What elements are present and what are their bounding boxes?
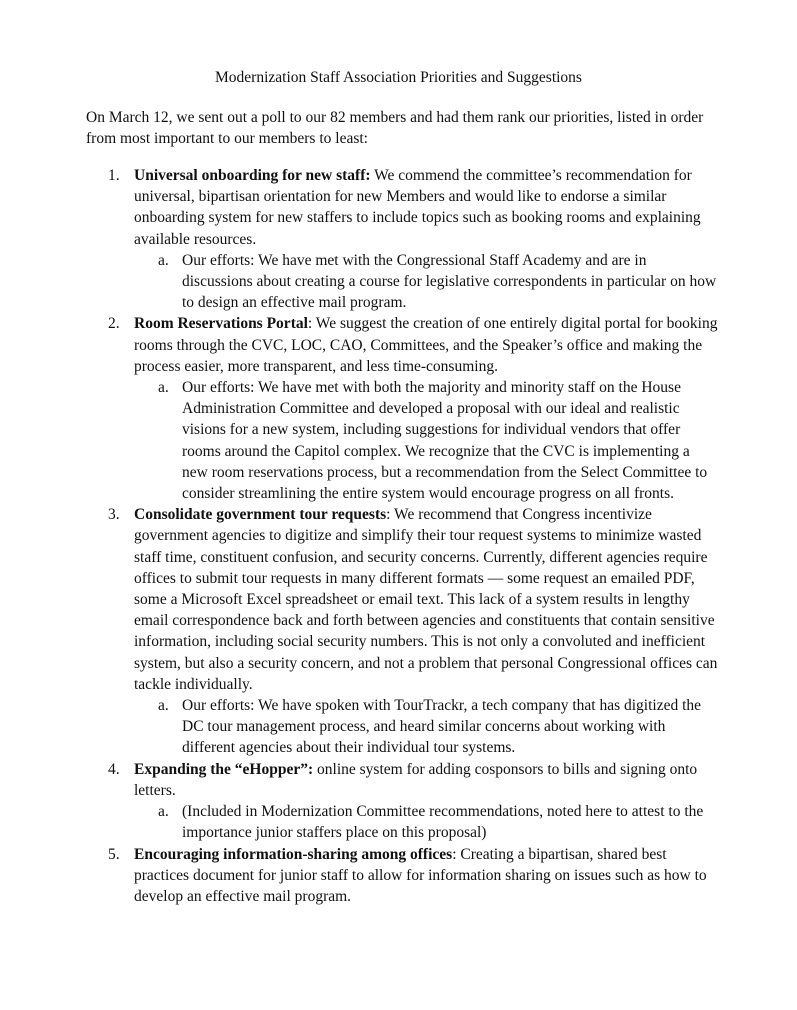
sub-item-text: (Included in Modernization Committee recommendations, noted here to attest to the importance junior staffers place on this proposal) [182, 803, 704, 842]
sub-item-letter: a. [158, 251, 169, 269]
item-heading: Room Reservations Portal [134, 315, 308, 333]
sub-item-text: Our efforts: We have met with the Congressional Staff Academy and are in discussions about creating a course for legislative correspondents in particular on how to design an effective mail program. [182, 251, 717, 312]
list-item [86, 504, 718, 758]
item-text: : We recommend that Congress incentivize government agencies to digitize and simplify their tour request systems to minimize wasted staff time, constituent confusion, and security concerns. Currently, different agencies require offices to submit tour requests in many different formats — some request an emailed PDF, some a Microsoft Excel spreadsheet or email text. This lack of a system results in lengthy email correspondence back and forth between agencies and constituents that contain sensitive information, including social security numbers. This is not only a convoluted and inefficient system, but also a security concern, and not a problem that personal Congressional offices can tackle individually. [134, 506, 718, 693]
list-item [86, 313, 718, 504]
list-item [86, 844, 718, 908]
item-number: 4. [108, 760, 120, 778]
sub-item [134, 695, 718, 759]
sub-item-letter: a. [158, 803, 169, 821]
item-body [134, 313, 718, 377]
item-heading: Encouraging information-sharing among offices [134, 845, 453, 863]
item-number: 2. [108, 315, 120, 333]
document-title: Modernization Staff Association Priorities and Suggestions [215, 69, 582, 86]
list-item [86, 759, 718, 844]
priorities-list [86, 165, 718, 907]
item-body [134, 759, 718, 801]
item-body [134, 504, 718, 695]
item-heading: Consolidate government tour requests [134, 506, 387, 524]
sub-item-text: Our efforts: We have spoken with TourTrackr, a tech company that has digitized the DC tour management process, and heard similar concerns about working with different agencies about their individual tour systems. [182, 697, 702, 757]
item-body [134, 844, 718, 908]
item-text: We commend the committee’s recommendation for universal, bipartisan orientation for new Members and would like to endorse a similar onboarding system for new staffers to include topics such as booking rooms and explaining available resources. [134, 167, 701, 248]
item-text: online system for adding cosponsors to bills and signing onto letters. [134, 760, 698, 799]
sub-item [134, 377, 718, 504]
item-text: : We suggest the creation of one entirely digital portal for booking rooms through the CVC, LOC, CAO, Committees, and the Speaker’s office and making the process easier, more transparent, and less time-consuming. [134, 315, 718, 375]
item-number: 3. [108, 506, 120, 524]
item-heading: Universal onboarding for new staff: [134, 167, 371, 184]
sub-item-letter: a. [158, 697, 169, 715]
item-number: 1. [108, 167, 120, 184]
item-heading: Expanding the “eHopper”: [134, 760, 314, 778]
item-text: : Creating a bipartisan, shared best practices document for junior staff to allow for information sharing on issues such as how to develop an effective mail program. [134, 845, 707, 905]
sub-item [134, 250, 718, 314]
item-number: 5. [108, 845, 120, 863]
item-body [134, 165, 718, 250]
intro-paragraph: On March 12, we sent out a poll to our 82 members and had them rank our priorities, listed in order from most important to our members to least: [86, 109, 704, 148]
sub-item-text: Our efforts: We have met with both the majority and minority staff on the House Administration Committee and developed a proposal with our ideal and realistic visions for a new system, including suggestions for individual vendors that offer rooms around the Capitol complex. We recognize that the CVC is implementing a new room reservations process, but a recommendation from the Select Committee to consider streamlining the entire system would encourage progress on all fronts. [182, 379, 708, 503]
sub-item [134, 801, 718, 843]
list-item [86, 165, 718, 313]
sub-item-letter: a. [158, 379, 169, 397]
